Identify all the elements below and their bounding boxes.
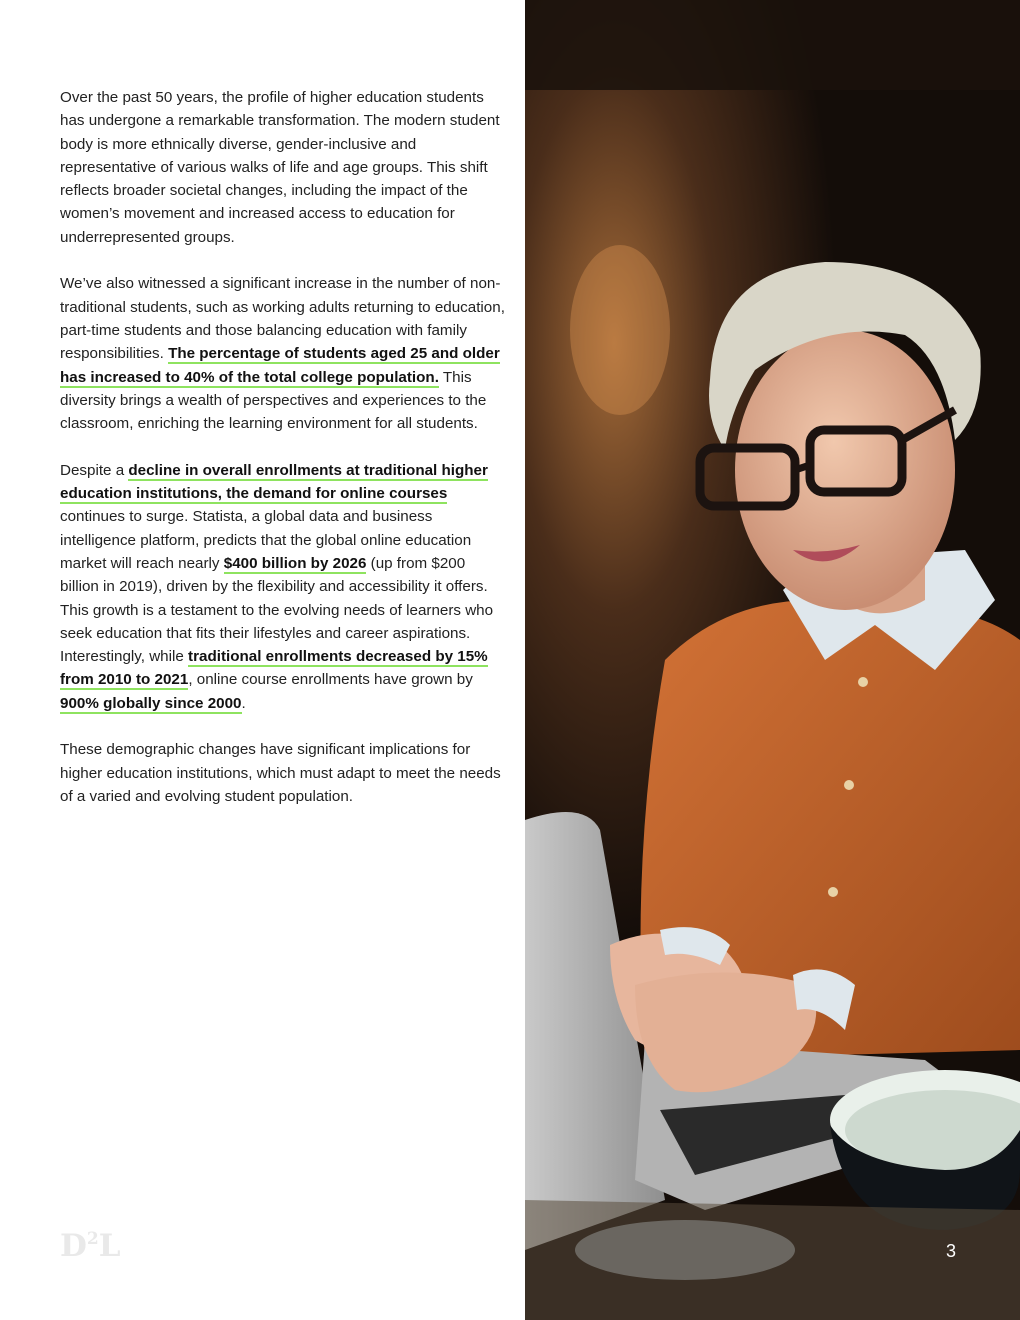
body-paragraph [60,459,505,715]
body-text: continues to surge. Statista, a global data and business intelligence platform, predicts that the global online education market will reach nearly [60,508,472,572]
body-text: , online course enrollments have grown by [188,671,473,689]
body-text: Despite a [60,461,129,479]
body-text: We’ve also witnessed a significant increase in the number of non-traditional students, such as working adults returning to education, part-time students and those balancing education with family responsibilities. [60,275,505,363]
body-text: (up from $200 billion in 2019), driven by the flexibility and accessibility it offers. This growth is a testament to the evolving needs of learners who seek education that fits their lifestyles and career aspirations. Interestingly, while [60,554,494,666]
highlighted-statistic: 900% globally since 2000 [60,694,242,712]
highlighted-statistic: The percentage of students aged 25 and older has increased to 40% of the total college population. [60,345,500,386]
highlighted-statistic: traditional enrollments decreased by 15% from 2010 to 2021 [60,648,488,689]
body-text: Over the past 50 years, the profile of higher education students has undergone a remarkable transformation. The modern student body is more ethnically diverse, gender-inclusive and representative of various walks of life and age groups. This shift reflects broader societal changes, including the impact of the women’s movement and increased access to education for underrepresented groups. [60,89,500,246]
page-number: 3 [946,1241,957,1261]
body-paragraph [60,738,505,808]
highlighted-statistic: decline in overall enrollments at traditional higher education institutions, the demand for online courses [60,461,488,503]
highlighted-statistic: $400 billion by 2026 [223,554,367,572]
body-text: This diversity brings a wealth of perspectives and experiences to the classroom, enriching the learning environment for all students. [60,368,487,433]
body-paragraph [60,272,505,435]
woman-using-laptop-photo [525,0,1020,1320]
body-paragraph [60,86,505,249]
body-text: . [241,694,246,712]
body-text-column [60,86,505,832]
body-text: These demographic changes have significant implications for higher education institutions, which must adapt to meet the needs of a varied and evolving student population. [60,741,501,805]
d2l-logo: $D^2L$ [60,1228,121,1264]
